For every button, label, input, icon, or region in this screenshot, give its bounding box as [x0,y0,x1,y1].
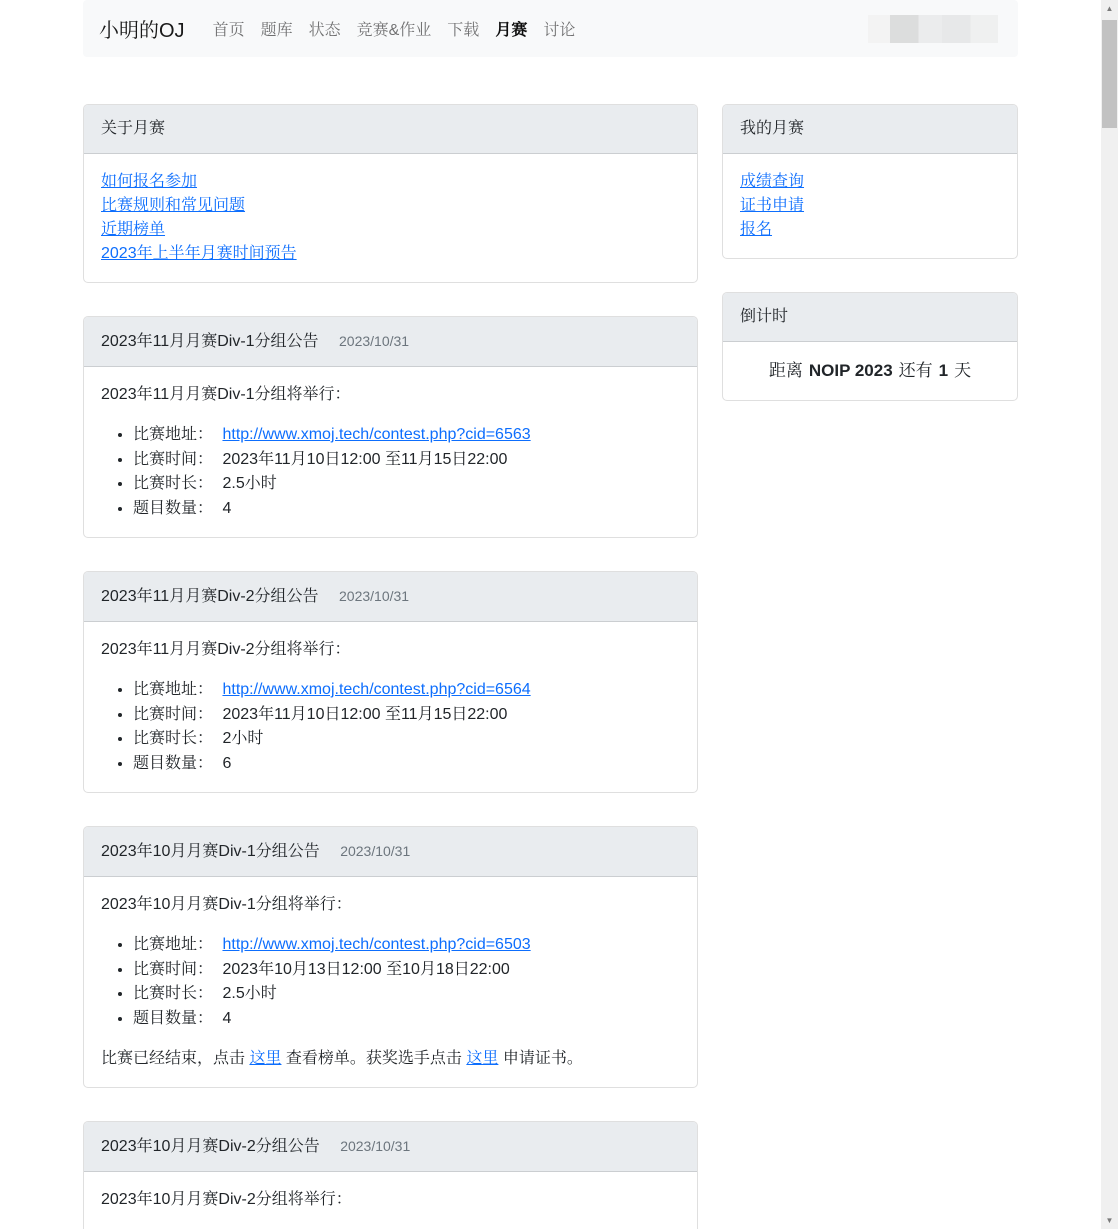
list-item [133,933,680,958]
contest-details-list [101,933,680,1031]
announcement-title: 2023年11月月赛Div-1分组公告 [101,333,319,350]
link-2023-schedule[interactable]: 2023年上半年月赛时间预告 [101,245,297,262]
announcement-title: 2023年10月月赛Div-1分组公告 [101,843,320,860]
nav-item-status[interactable]: 状态 [308,22,341,39]
announcement-date: 2023/10/31 [340,1138,411,1154]
contest-details-list [101,678,680,776]
announcement-title: 2023年11月月赛Div-2分组公告 [101,588,319,605]
list-item [133,448,680,473]
contest-url-link[interactable]: http://www.xmoj.tech/contest.php?cid=6564 [222,681,531,698]
vertical-scrollbar[interactable] [1101,0,1118,1229]
announcement-date: 2023/10/31 [339,588,410,604]
card-title: 关于月赛 [101,120,166,137]
announcement-date: 2023/10/31 [340,843,411,859]
announcement-intro: 2023年11月月赛Div-2分组将举行： [101,641,351,658]
card-header [84,572,697,622]
time-label: 比赛时间： [133,450,214,468]
nav-menu [205,9,868,48]
nav-item-contests[interactable]: 竞赛&作业 [356,22,432,39]
announcement-card-nov-div2 [83,571,698,793]
count-value: 4 [222,499,232,517]
count-value: 4 [222,1009,232,1027]
list-item [133,678,680,703]
link-recent-standings[interactable]: 近期榜单 [101,221,166,238]
link-how-to-register[interactable]: 如何报名参加 [101,173,198,190]
announcement-intro: 2023年10月月赛Div-1分组将举行： [101,896,352,913]
list-item [133,752,680,777]
time-label: 比赛时间： [133,960,214,978]
contest-ended-note [101,1047,680,1071]
link-score-query[interactable]: 成绩查询 [740,173,805,190]
countdown-middle: 还有 [898,361,933,380]
list-item [133,1007,680,1032]
duration-value: 2小时 [222,730,264,747]
main-column [83,104,698,1229]
time-label: 比赛时间： [133,705,214,723]
brand[interactable]: 小明的OJ [99,20,185,42]
card-header [84,1122,697,1172]
card-body [84,877,697,1087]
list-item [133,472,680,497]
countdown-card [722,292,1018,401]
card-body [723,154,1017,258]
contest-url-link[interactable]: http://www.xmoj.tech/contest.php?cid=6563 [222,426,531,443]
address-label: 比赛地址： [133,426,214,443]
link-signup[interactable]: 报名 [740,221,773,238]
count-label: 题目数量： [133,499,214,517]
card-body [84,154,697,282]
list-item [133,703,680,728]
announcement-card-nov-div1 [83,316,698,538]
nav-item-monthly[interactable]: 月赛 [495,22,528,39]
scroll-down-arrow-icon[interactable]: ▼ [1101,1212,1118,1229]
time-value: 2023年11月10日12:00 至11月15日22:00 [222,705,508,723]
content-row [83,104,1018,1229]
card-body [84,1172,697,1229]
outro-text: 申请证书。 [498,1050,583,1067]
standings-here-link[interactable]: 这里 [249,1050,282,1067]
card-title: 倒计时 [740,308,789,325]
time-value: 2023年11月10日12:00 至11月15日22:00 [222,450,508,468]
count-value: 6 [222,754,232,772]
announcement-title: 2023年10月月赛Div-2分组公告 [101,1138,320,1155]
list-item [133,958,680,983]
announcement-intro: 2023年10月月赛Div-2分组将举行： [101,1191,352,1208]
scrollbar-thumb[interactable] [1102,20,1117,128]
duration-value: 2.5小时 [222,985,277,1002]
nav-item-problems[interactable]: 题库 [260,22,293,39]
my-monthly-card [722,104,1018,259]
address-label: 比赛地址： [133,681,214,698]
card-header [723,105,1017,154]
announcement-card-oct-div2 [83,1121,698,1229]
countdown-text [723,342,1017,400]
certificate-here-link[interactable]: 这里 [466,1050,499,1067]
card-header [723,293,1017,342]
card-header [84,827,697,877]
contest-details-list [101,423,680,521]
scroll-up-arrow-icon[interactable]: ▲ [1101,0,1118,17]
announcement-card-oct-div1 [83,826,698,1088]
card-title: 我的月赛 [740,120,805,137]
sidebar-column [722,104,1018,1229]
duration-label: 比赛时长： [133,475,214,492]
duration-label: 比赛时长： [133,985,214,1002]
card-header [84,317,697,367]
list-item [133,727,680,752]
about-monthly-card [83,104,698,283]
address-label: 比赛地址： [133,936,214,953]
nav-item-discuss[interactable]: 讨论 [543,22,576,39]
countdown-prefix: 距离 [768,361,803,380]
announcement-intro: 2023年11月月赛Div-1分组将举行： [101,386,351,403]
redacted-username [868,15,998,43]
card-body [84,367,697,537]
nav-item-home[interactable]: 首页 [212,22,245,39]
countdown-event: NOIP 2023 [808,361,893,380]
list-item [133,423,680,448]
list-item [133,982,680,1007]
navbar [83,0,1018,57]
countdown-unit: 天 [954,361,972,380]
card-body [84,622,697,792]
duration-value: 2.5小时 [222,475,277,492]
list-item [133,497,680,522]
duration-label: 比赛时长： [133,730,214,747]
page-container [83,0,1018,1229]
outro-text: 比赛已经结束，点击 [101,1050,250,1067]
contest-url-link[interactable]: http://www.xmoj.tech/contest.php?cid=6503 [222,936,531,953]
countdown-days: 1 [938,361,949,380]
link-rules-faq[interactable]: 比赛规则和常见问题 [101,197,246,214]
count-label: 题目数量： [133,754,214,772]
time-value: 2023年10月13日12:00 至10月18日22:00 [222,960,510,978]
card-header [84,105,697,154]
outro-text: 查看榜单。获奖选手点击 [281,1050,467,1067]
nav-item-download[interactable]: 下载 [447,22,480,39]
count-label: 题目数量： [133,1009,214,1027]
announcement-date: 2023/10/31 [339,333,410,349]
link-certificate-request[interactable]: 证书申请 [740,197,805,214]
